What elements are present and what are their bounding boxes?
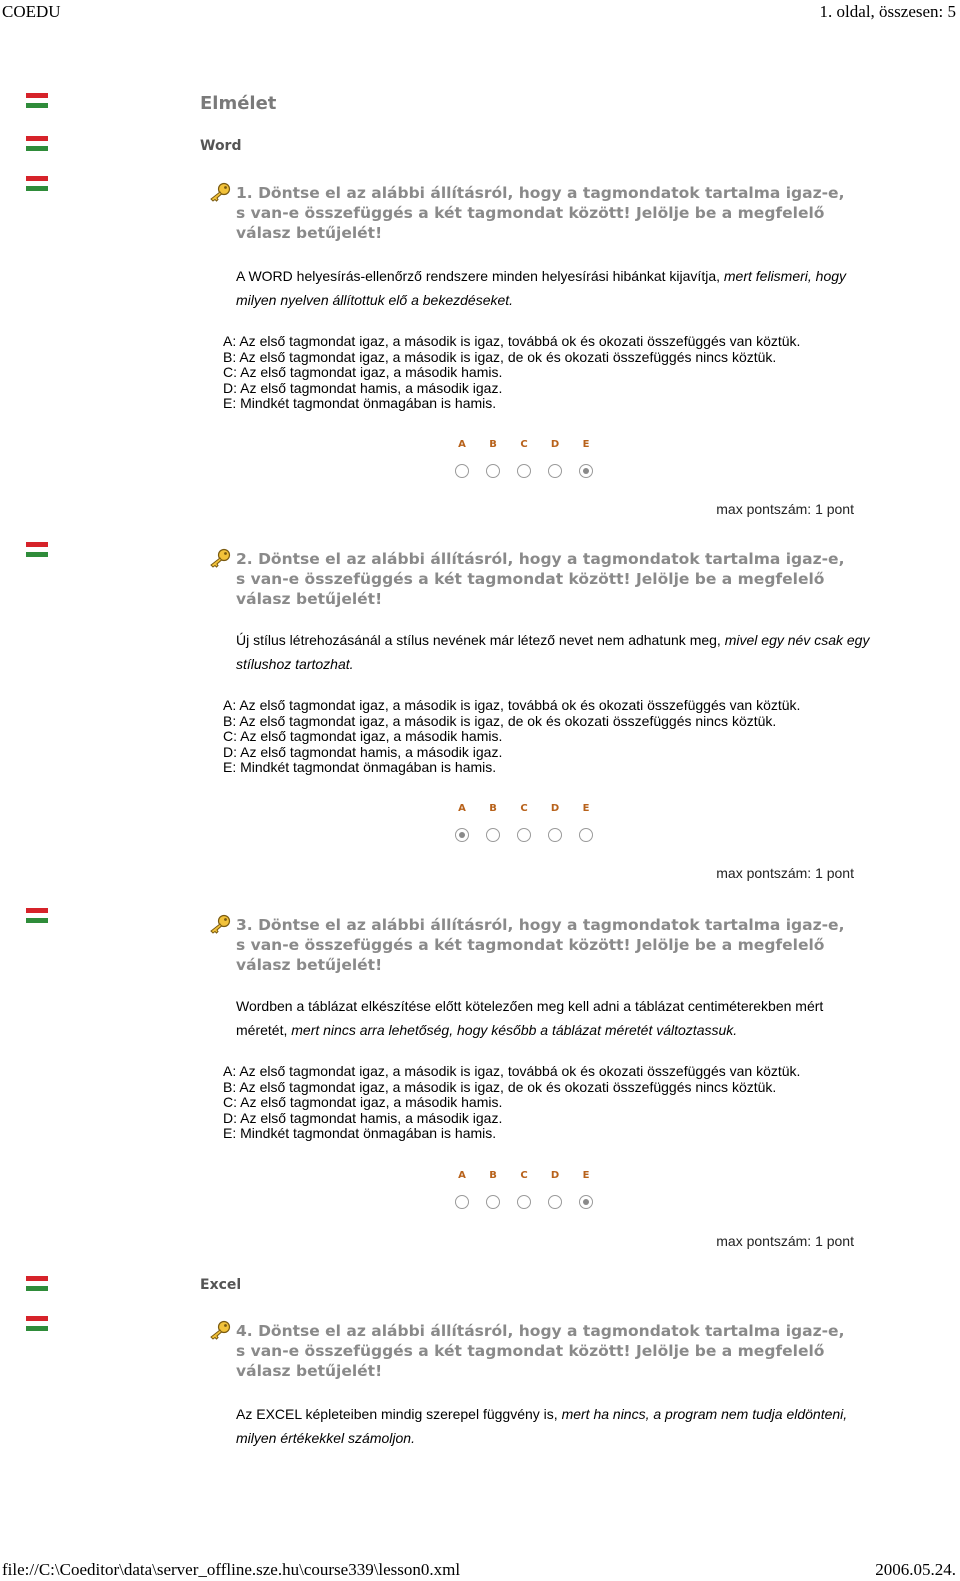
question-statement (236, 1402, 876, 1450)
radio-b[interactable] (486, 464, 500, 478)
option-letters (455, 439, 615, 453)
statement-italic-text: mert felismeri, hogy milyen nyelven állítottuk elő a bekezdéseket. (236, 268, 847, 308)
question-statement (236, 628, 876, 676)
statement-italic-text: mivel egy név csak egy stílushoz tartozhat. (236, 632, 870, 672)
option-letters (455, 803, 615, 817)
option-a: A: Az első tagmondat igaz, a második is igaz, továbbá ok és okozati összefüggés van köztük. (223, 1063, 801, 1079)
answer-options (223, 1064, 883, 1142)
letter-b: B (489, 803, 497, 814)
question-title: 1. Döntse el az alábbi állításról, hogy a tagmondatok tartalma igaz-e, s van-e összefüggés a két tagmondat között! Jelölje be a megfelelő válasz betűjelét! (236, 184, 845, 242)
header-page-number: 1. oldal, összesen: 5 (819, 2, 956, 21)
option-b: B: Az első tagmondat igaz, a második is igaz, de ok és okozati összefüggés nincs köztük. (223, 1078, 777, 1095)
option-d: D: Az első tagmondat hamis, a második igaz. (223, 1109, 503, 1126)
letter-d: D (550, 803, 560, 814)
radio-b[interactable] (486, 828, 500, 842)
question-title: 3. Döntse el az alábbi állításról, hogy a tagmondatok tartalma igaz-e, s van-e összefüggés a két tagmondat között! Jelölje be a megfelelő válasz betűjelét! (236, 916, 845, 974)
key-icon (208, 182, 232, 202)
max-points: max pontszám: 1 pont (716, 865, 854, 881)
letter-a: A (458, 803, 466, 814)
key-icon (208, 1320, 232, 1340)
max-points: max pontszám: 1 pont (716, 1233, 854, 1249)
letter-e: E (582, 803, 590, 814)
radio-e[interactable] (579, 1195, 593, 1209)
answer-radio-group (455, 1195, 615, 1211)
letter-d: D (550, 1170, 560, 1181)
option-e: E: Mindkét tagmondat önmagában is hamis. (223, 1125, 497, 1141)
letter-e: E (582, 1170, 590, 1181)
radio-c[interactable] (517, 828, 531, 842)
header-left: COEDU (2, 2, 61, 21)
letter-c: C (520, 1170, 528, 1181)
radio-b[interactable] (486, 1195, 500, 1209)
hungarian-flag-icon (26, 176, 48, 191)
question-statement (236, 264, 876, 312)
option-c: C: Az első tagmondat igaz, a második hamis. (223, 1094, 503, 1110)
radio-d[interactable] (548, 828, 562, 842)
letter-e: E (582, 439, 590, 450)
hungarian-flag-icon (26, 542, 48, 557)
option-letters (455, 1170, 615, 1184)
hungarian-flag-icon (26, 136, 48, 151)
letter-d: D (550, 439, 560, 450)
max-points: max pontszám: 1 pont (716, 501, 854, 517)
page-title: Elmélet (200, 93, 277, 114)
answer-options (223, 698, 883, 776)
footer-date: 2006.05.24. (875, 1560, 956, 1579)
hungarian-flag-icon (26, 908, 48, 923)
letter-b: B (489, 1170, 497, 1181)
option-d: D: Az első tagmondat hamis, a második igaz. (223, 743, 503, 760)
hungarian-flag-icon (26, 1276, 48, 1291)
radio-d[interactable] (548, 1195, 562, 1209)
key-icon (208, 548, 232, 568)
statement-text: Wordben a táblázat elkészítése előtt kötelezően meg kell adni a táblázat centiméterekben mért méretét, (236, 998, 824, 1038)
section-heading-excel: Excel (200, 1277, 242, 1293)
radio-a[interactable] (455, 464, 469, 478)
hungarian-flag-icon (26, 1316, 48, 1331)
radio-a[interactable] (455, 828, 469, 842)
option-b: B: Az első tagmondat igaz, a második is igaz, de ok és okozati összefüggés nincs köztük. (223, 348, 777, 365)
statement-text: Új stílus létrehozásánál a stílus nevének már létező nevet nem adhatunk meg, (236, 632, 721, 648)
answer-radio-group (455, 828, 615, 844)
radio-c[interactable] (517, 464, 531, 478)
question-title: 4. Döntse el az alábbi állításról, hogy a tagmondatok tartalma igaz-e, s van-e összefüggés a két tagmondat között! Jelölje be a megfelelő válasz betűjelét! (236, 1322, 845, 1380)
answer-options (223, 334, 883, 412)
question-title: 2. Döntse el az alábbi állításról, hogy a tagmondatok tartalma igaz-e, s van-e összefüggés a két tagmondat között! Jelölje be a megfelelő válasz betűjelét! (236, 550, 845, 608)
radio-e[interactable] (579, 464, 593, 478)
letter-c: C (520, 803, 528, 814)
radio-c[interactable] (517, 1195, 531, 1209)
answer-radio-group (455, 464, 615, 480)
option-c: C: Az első tagmondat igaz, a második hamis. (223, 728, 503, 744)
statement-text: A WORD helyesírás-ellenőrző rendszere minden helyesírási hibánkat kijavítja, (236, 268, 720, 284)
footer-file-path: file://C:\Coeditor\data\server_offline.sze.hu\course339\lesson0.xml (2, 1560, 461, 1579)
statement-italic-text: mert ha nincs, a program nem tudja eldönteni, milyen értékekkel számoljon. (236, 1406, 848, 1446)
statement-italic-text: mert nincs arra lehetőség, hogy később a táblázat méretét változtassuk. (291, 1022, 738, 1038)
hungarian-flag-icon (26, 93, 48, 108)
radio-a[interactable] (455, 1195, 469, 1209)
option-b: B: Az első tagmondat igaz, a második is igaz, de ok és okozati összefüggés nincs köztük. (223, 712, 777, 729)
letter-a: A (458, 1170, 466, 1181)
letter-c: C (520, 439, 528, 450)
statement-text: Az EXCEL képleteiben mindig szerepel függvény is, (236, 1406, 558, 1422)
section-heading-word: Word (200, 138, 242, 154)
option-e: E: Mindkét tagmondat önmagában is hamis. (223, 759, 497, 775)
key-icon (208, 914, 232, 934)
radio-e[interactable] (579, 828, 593, 842)
option-a: A: Az első tagmondat igaz, a második is igaz, továbbá ok és okozati összefüggés van köztük. (223, 697, 801, 713)
letter-a: A (458, 439, 466, 450)
option-a: A: Az első tagmondat igaz, a második is igaz, továbbá ok és okozati összefüggés van köztük. (223, 333, 801, 349)
option-e: E: Mindkét tagmondat önmagában is hamis. (223, 395, 497, 411)
option-c: C: Az első tagmondat igaz, a második hamis. (223, 364, 503, 380)
letter-b: B (489, 439, 497, 450)
radio-d[interactable] (548, 464, 562, 478)
question-statement (236, 994, 876, 1042)
option-d: D: Az első tagmondat hamis, a második igaz. (223, 379, 503, 396)
